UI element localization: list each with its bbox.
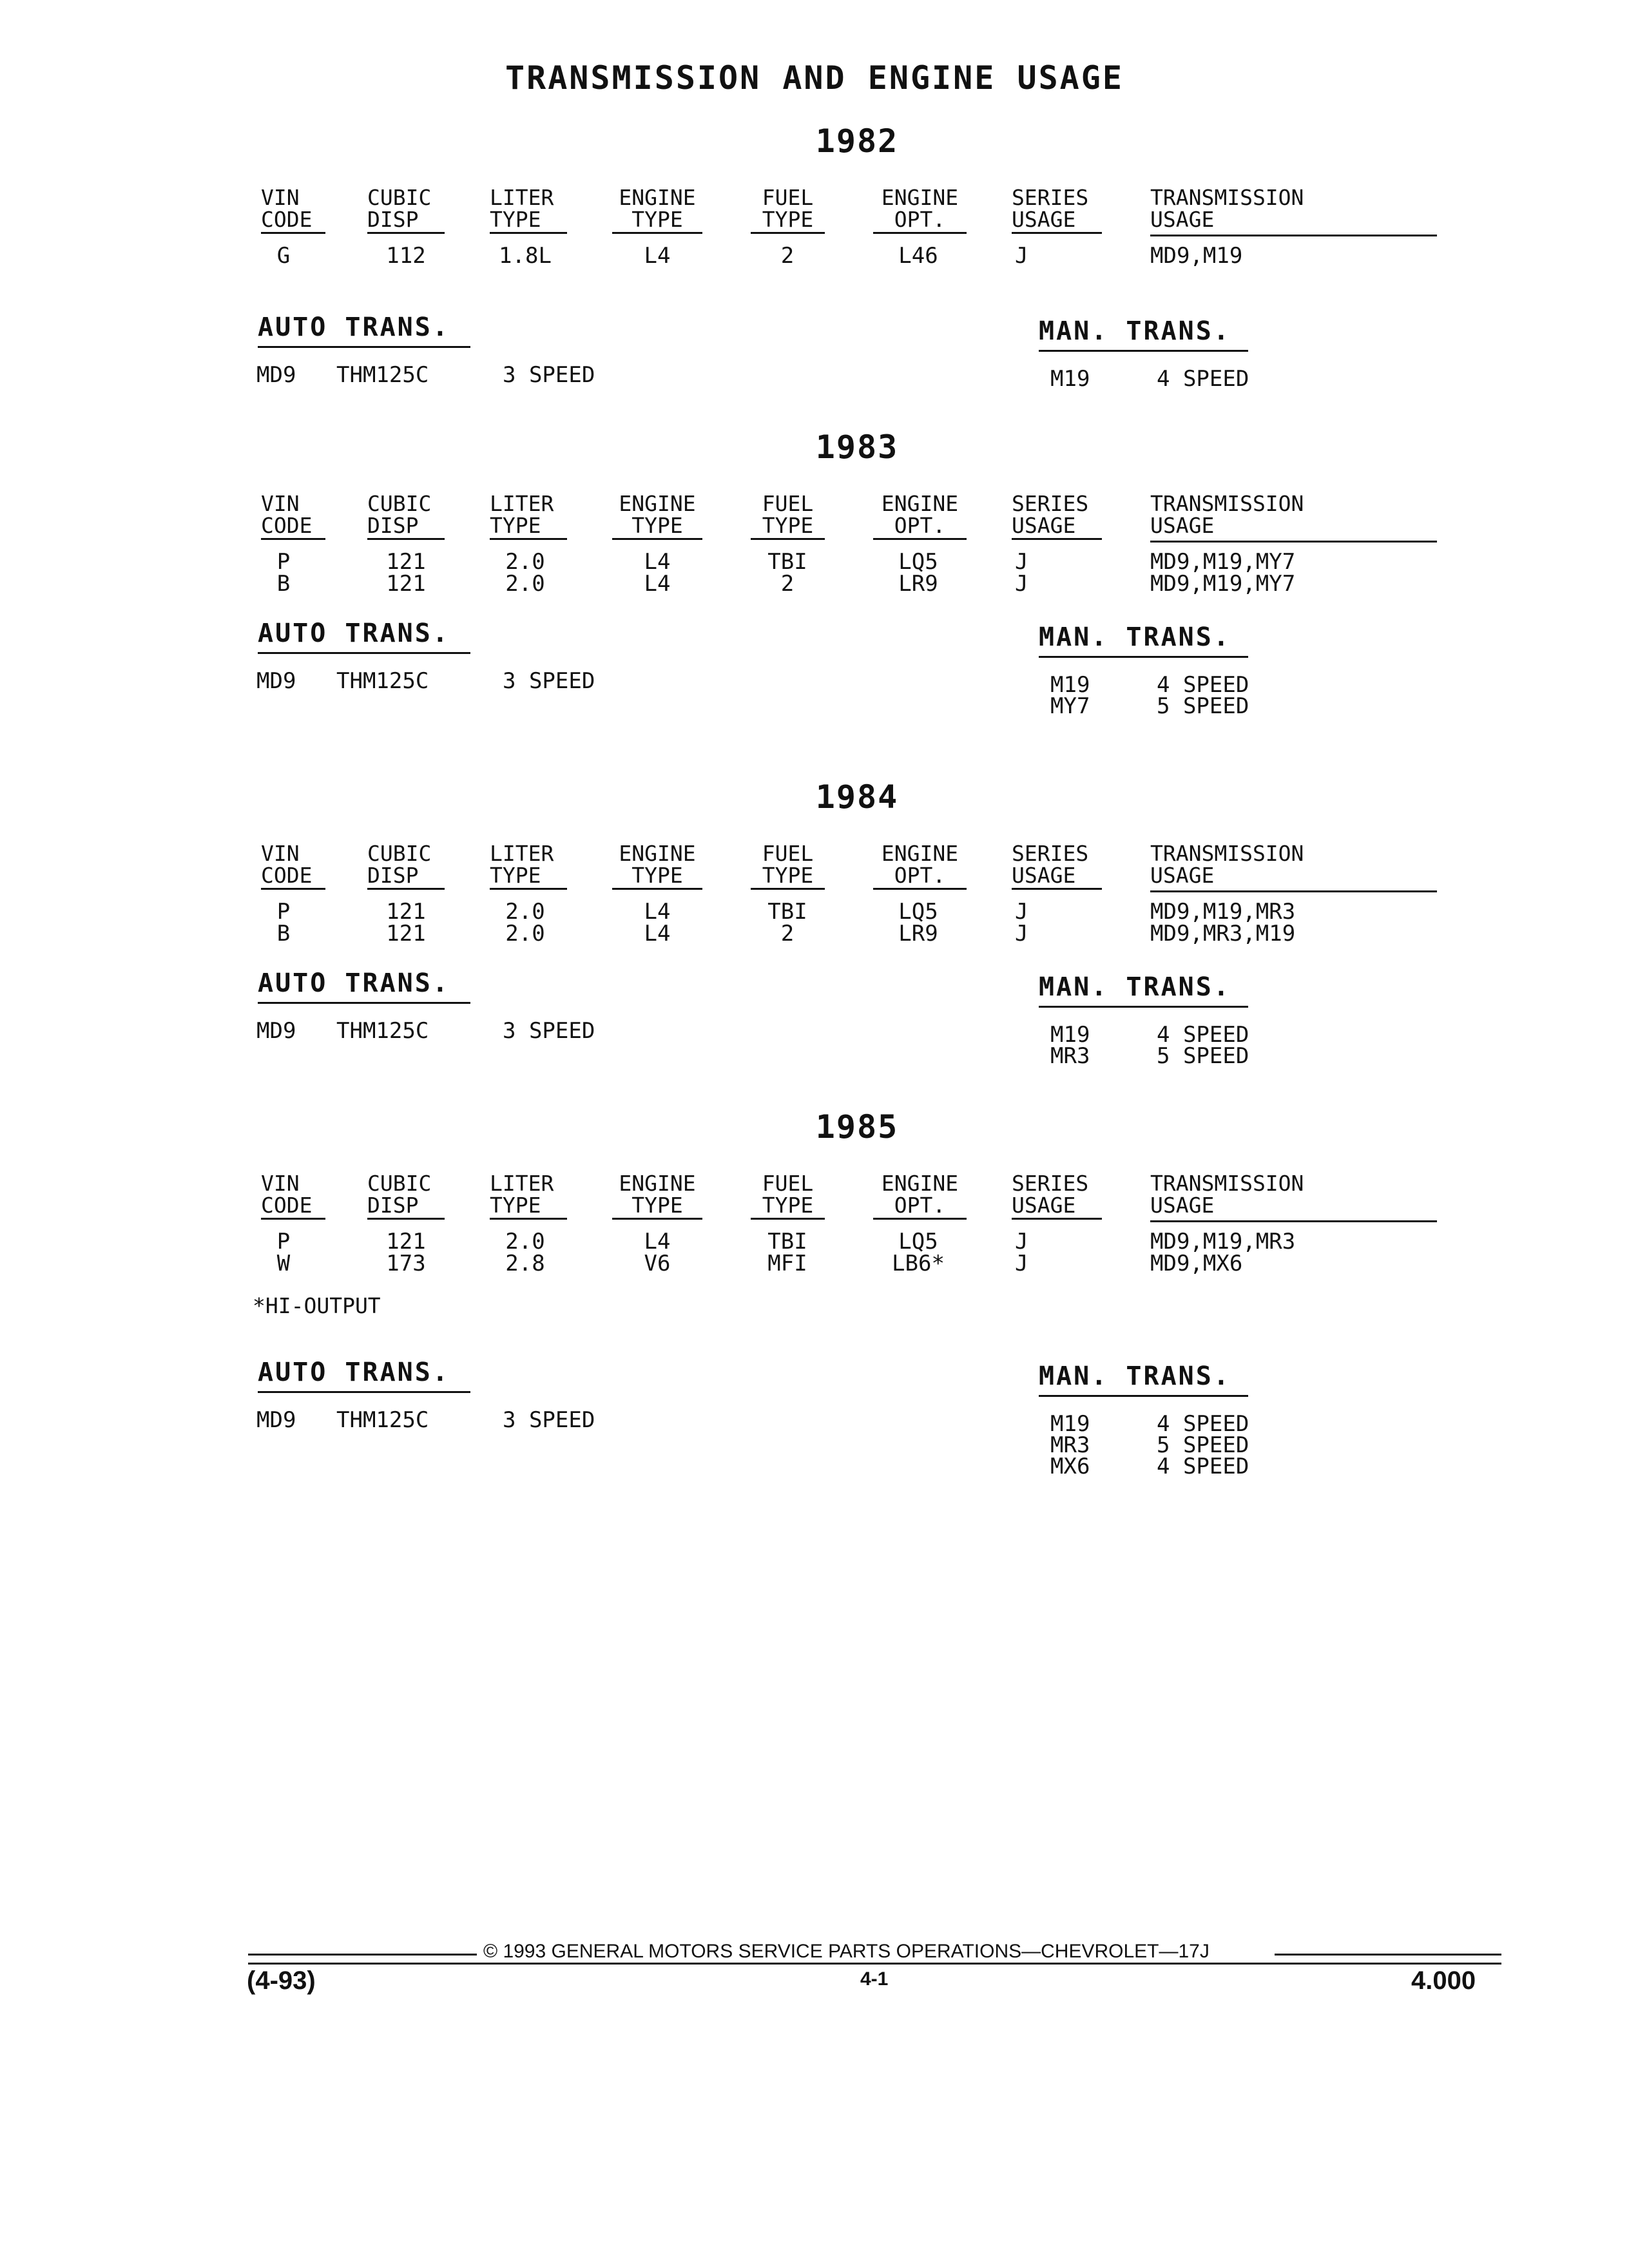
cell-liter: 2.8: [505, 1251, 545, 1276]
cell-transmission: MD9,M19: [1150, 243, 1243, 269]
column-header-line2-wrap: [873, 209, 967, 234]
column-header-line2-wrap: [490, 865, 567, 890]
column-header-line2-wrap: [1150, 865, 1434, 888]
column-header-line2: TYPE: [490, 515, 567, 540]
transmission-header-rule: [1150, 235, 1437, 236]
column-header-series: [1012, 493, 1102, 540]
column-header-line2-wrap: [367, 515, 445, 540]
cell-fuel: TBI: [767, 549, 807, 575]
column-header-fuel: [751, 187, 825, 234]
cell-engine-type: L4: [644, 921, 671, 947]
cell-liter: 2.0: [505, 549, 545, 575]
cell-engine-type: L4: [644, 899, 671, 925]
column-header-line1: LITER: [490, 185, 554, 210]
cell-fuel: 2: [780, 921, 795, 947]
column-header-fuel: [751, 493, 825, 540]
column-header-line2: USAGE: [1150, 863, 1215, 888]
cell-transmission: MD9,M19,MY7: [1150, 549, 1296, 575]
man-trans-speed: 4 SPEED: [1157, 366, 1249, 392]
column-header-line2: CODE: [261, 209, 325, 234]
column-header-line1: ENGINE: [619, 1171, 696, 1196]
year-section-1982: [0, 122, 1629, 445]
man-trans-label: MAN. TRANS.: [1039, 972, 1231, 1002]
column-header-line2: TYPE: [490, 209, 567, 234]
column-header-vin: [261, 1173, 325, 1220]
column-header-liter: [490, 187, 567, 234]
column-header-line2-wrap: [1150, 209, 1434, 232]
column-header-line2: TYPE: [751, 865, 825, 890]
column-header-line1: ENGINE: [619, 841, 696, 866]
column-header-line1: ENGINE: [619, 491, 696, 516]
man-trans-rule: [1039, 350, 1248, 352]
man-trans-code: M19: [1050, 1411, 1090, 1437]
cell-transmission: MD9,M19,MR3: [1150, 899, 1296, 925]
cell-engine-opt: L46: [898, 243, 938, 269]
cell-series: J: [1015, 921, 1028, 947]
column-header-engine-opt: [873, 187, 967, 234]
column-header-line2: USAGE: [1012, 1195, 1102, 1220]
column-header-line1: TRANSMISSION: [1150, 491, 1304, 516]
cell-engine-opt: LQ5: [898, 1229, 938, 1254]
footer-rule-left: [248, 1954, 477, 1956]
column-header-line2-wrap: [261, 1195, 325, 1220]
column-header-line1: FUEL: [762, 185, 814, 210]
column-header-line1: FUEL: [762, 491, 814, 516]
page-title: TRANSMISSION AND ENGINE USAGE: [505, 59, 1124, 97]
column-header-line2: TYPE: [751, 209, 825, 234]
cell-engine-type: L4: [644, 1229, 671, 1254]
cell-cubic: 121: [386, 1229, 426, 1254]
column-header-line2-wrap: [873, 515, 967, 540]
column-header-line2: DISP: [367, 209, 445, 234]
column-header-liter: [490, 1173, 567, 1220]
cell-engine-type: V6: [644, 1251, 671, 1276]
column-header-line2: USAGE: [1012, 865, 1102, 890]
auto-trans-code: MD9: [256, 362, 296, 388]
column-header-line1: VIN: [261, 491, 300, 516]
auto-trans-speed: 3 SPEED: [503, 1018, 595, 1044]
column-header-line1: ENGINE: [881, 185, 959, 210]
column-header-line1: ENGINE: [881, 491, 959, 516]
column-header-line2-wrap: [261, 515, 325, 540]
man-trans-label: MAN. TRANS.: [1039, 622, 1231, 652]
cell-engine-opt: LB6*: [892, 1251, 945, 1276]
man-trans-label: MAN. TRANS.: [1039, 1361, 1231, 1391]
column-header-line2: CODE: [261, 1195, 325, 1220]
column-header-line2-wrap: [1012, 209, 1102, 234]
cell-vin: W: [276, 1251, 291, 1276]
column-header-line2-wrap: [367, 1195, 445, 1220]
column-header-line1: VIN: [261, 185, 300, 210]
column-header-line2: USAGE: [1150, 207, 1215, 232]
column-header-line2-wrap: [873, 865, 967, 890]
footer-rule-lower: [248, 1963, 1501, 1965]
column-header-line1: LITER: [490, 491, 554, 516]
man-trans-speed: 4 SPEED: [1157, 1411, 1249, 1437]
auto-trans-label: AUTO TRANS.: [258, 619, 450, 648]
column-header-line2: TYPE: [490, 865, 567, 890]
column-header-line2: CODE: [261, 865, 325, 890]
man-trans-label: MAN. TRANS.: [1039, 316, 1231, 346]
column-header-line2: TYPE: [612, 1195, 702, 1220]
column-header-line1: ENGINE: [881, 1171, 959, 1196]
cell-cubic: 121: [386, 549, 426, 575]
man-trans-speed: 4 SPEED: [1157, 672, 1249, 698]
column-header-series: [1012, 1173, 1102, 1220]
cell-transmission: MD9,M19,MR3: [1150, 1229, 1296, 1254]
column-header-line2-wrap: [261, 865, 325, 890]
column-header-line2: OPT.: [873, 209, 967, 234]
column-header-vin: [261, 187, 325, 234]
cell-engine-type: L4: [644, 243, 671, 269]
column-header-line2: USAGE: [1012, 209, 1102, 234]
cell-cubic: 121: [386, 571, 426, 597]
column-header-line1: SERIES: [1012, 1171, 1089, 1196]
column-header-line2-wrap: [367, 209, 445, 234]
cell-engine-opt: LR9: [898, 921, 938, 947]
auto-trans-name: THM125C: [336, 362, 429, 388]
column-header-cubic: [367, 1173, 445, 1220]
column-header-liter: [490, 843, 567, 890]
column-header-line2-wrap: [612, 1195, 702, 1220]
column-header-engine-type: [612, 843, 702, 890]
column-header-line2: DISP: [367, 1195, 445, 1220]
cell-vin: B: [276, 921, 291, 947]
cell-liter: 2.0: [505, 921, 545, 947]
column-header-line1: VIN: [261, 1171, 300, 1196]
footer-copyright: © 1993 GENERAL MOTORS SERVICE PARTS OPERATIONS—CHEVROLET—17J: [483, 1941, 1210, 1962]
auto-trans-label: AUTO TRANS.: [258, 1358, 450, 1387]
year-section-1984: [0, 778, 1629, 1100]
column-header-line1: LITER: [490, 1171, 554, 1196]
column-header-line2-wrap: [1150, 1195, 1434, 1218]
column-header-line1: LITER: [490, 841, 554, 866]
man-trans-speed: 4 SPEED: [1157, 1454, 1249, 1479]
column-header-line2-wrap: [1012, 865, 1102, 890]
footnote: *HI-OUTPUT: [253, 1293, 381, 1318]
column-header-line2: USAGE: [1012, 515, 1102, 540]
auto-trans-code: MD9: [256, 668, 296, 694]
cell-vin: G: [276, 243, 291, 269]
auto-trans-rule: [258, 1391, 470, 1393]
column-header-transmission: [1150, 493, 1434, 538]
column-header-engine-type: [612, 493, 702, 540]
cell-liter: 2.0: [505, 1229, 545, 1254]
column-header-line1: CUBIC: [367, 491, 432, 516]
auto-trans-name: THM125C: [336, 1018, 429, 1044]
column-header-transmission: [1150, 1173, 1434, 1218]
column-header-line2-wrap: [612, 865, 702, 890]
column-header-line2: TYPE: [490, 1195, 567, 1220]
column-header-line1: FUEL: [762, 1171, 814, 1196]
cell-series: J: [1015, 899, 1028, 925]
column-header-line2-wrap: [1012, 1195, 1102, 1220]
man-trans-speed: 4 SPEED: [1157, 1022, 1249, 1048]
column-header-line2: DISP: [367, 865, 445, 890]
column-header-line1: SERIES: [1012, 491, 1089, 516]
year-heading: 1984: [815, 778, 899, 816]
column-header-line1: TRANSMISSION: [1150, 841, 1304, 866]
column-header-engine-opt: [873, 843, 967, 890]
cell-engine-type: L4: [644, 571, 671, 597]
cell-fuel: MFI: [767, 1251, 807, 1276]
column-header-line2-wrap: [751, 1195, 825, 1220]
footer-section-number: 4.000: [1411, 1966, 1476, 1995]
auto-trans-code: MD9: [256, 1407, 296, 1433]
auto-trans-label: AUTO TRANS.: [258, 968, 450, 998]
column-header-line2: OPT.: [873, 515, 967, 540]
cell-cubic: 112: [386, 243, 426, 269]
column-header-line1: SERIES: [1012, 185, 1089, 210]
column-header-line2: TYPE: [612, 865, 702, 890]
cell-vin: P: [276, 549, 291, 575]
cell-series: J: [1015, 1229, 1028, 1254]
column-header-line2-wrap: [612, 209, 702, 234]
cell-series: J: [1015, 1251, 1028, 1276]
cell-fuel: TBI: [767, 899, 807, 925]
cell-engine-opt: LR9: [898, 571, 938, 597]
column-header-line2-wrap: [612, 515, 702, 540]
man-trans-code: MR3: [1050, 1043, 1090, 1069]
footer-page-number: 4-1: [860, 1968, 889, 1990]
column-header-line2: TYPE: [612, 209, 702, 234]
column-header-line1: SERIES: [1012, 841, 1089, 866]
man-trans-code: M19: [1050, 1022, 1090, 1048]
column-header-line2: OPT.: [873, 1195, 967, 1220]
column-header-liter: [490, 493, 567, 540]
cell-fuel: TBI: [767, 1229, 807, 1254]
cell-liter: 2.0: [505, 571, 545, 597]
column-header-engine-type: [612, 1173, 702, 1220]
column-header-line1: TRANSMISSION: [1150, 1171, 1304, 1196]
column-header-line2-wrap: [261, 209, 325, 234]
column-header-cubic: [367, 843, 445, 890]
column-header-line2: CODE: [261, 515, 325, 540]
column-header-line1: CUBIC: [367, 185, 432, 210]
column-header-line2: USAGE: [1150, 513, 1215, 538]
column-header-engine-opt: [873, 1173, 967, 1220]
column-header-series: [1012, 843, 1102, 890]
man-trans-speed: 5 SPEED: [1157, 1432, 1249, 1458]
cell-cubic: 173: [386, 1251, 426, 1276]
column-header-line2-wrap: [490, 1195, 567, 1220]
auto-trans-speed: 3 SPEED: [503, 668, 595, 694]
column-header-line2: USAGE: [1150, 1193, 1215, 1218]
column-header-cubic: [367, 187, 445, 234]
man-trans-code: MY7: [1050, 693, 1090, 719]
column-header-transmission: [1150, 843, 1434, 888]
column-header-line2-wrap: [751, 515, 825, 540]
footer-rule-right: [1275, 1954, 1501, 1956]
footer-date-code: (4-93): [247, 1966, 316, 1995]
cell-series: J: [1015, 571, 1028, 597]
man-trans-rule: [1039, 1395, 1248, 1397]
column-header-line2-wrap: [873, 1195, 967, 1220]
column-header-line2-wrap: [367, 865, 445, 890]
column-header-line1: CUBIC: [367, 1171, 432, 1196]
auto-trans-name: THM125C: [336, 668, 429, 694]
auto-trans-speed: 3 SPEED: [503, 362, 595, 388]
year-heading: 1982: [815, 122, 899, 160]
cell-liter: 2.0: [505, 899, 545, 925]
column-header-line1: ENGINE: [881, 841, 959, 866]
column-header-fuel: [751, 1173, 825, 1220]
transmission-header-rule: [1150, 890, 1437, 892]
column-header-line2-wrap: [490, 515, 567, 540]
auto-trans-speed: 3 SPEED: [503, 1407, 595, 1433]
cell-fuel: 2: [780, 571, 795, 597]
column-header-line2-wrap: [1150, 515, 1434, 538]
cell-series: J: [1015, 549, 1028, 575]
auto-trans-rule: [258, 346, 470, 348]
cell-engine-opt: LQ5: [898, 549, 938, 575]
man-trans-speed: 5 SPEED: [1157, 693, 1249, 719]
year-section-1983: [0, 428, 1629, 751]
auto-trans-code: MD9: [256, 1018, 296, 1044]
man-trans-code: MR3: [1050, 1432, 1090, 1458]
column-header-line2: TYPE: [612, 515, 702, 540]
column-header-line2: TYPE: [751, 515, 825, 540]
auto-trans-name: THM125C: [336, 1407, 429, 1433]
cell-liter: 1.8L: [499, 243, 552, 269]
column-header-vin: [261, 493, 325, 540]
column-header-line2: DISP: [367, 515, 445, 540]
cell-vin: P: [276, 899, 291, 925]
cell-vin: P: [276, 1229, 291, 1254]
column-header-engine-opt: [873, 493, 967, 540]
man-trans-code: M19: [1050, 366, 1090, 392]
transmission-header-rule: [1150, 541, 1437, 543]
man-trans-rule: [1039, 1006, 1248, 1008]
column-header-vin: [261, 843, 325, 890]
transmission-header-rule: [1150, 1220, 1437, 1222]
cell-transmission: MD9,M19,MY7: [1150, 571, 1296, 597]
column-header-series: [1012, 187, 1102, 234]
cell-cubic: 121: [386, 899, 426, 925]
column-header-line2-wrap: [1012, 515, 1102, 540]
column-header-line2: OPT.: [873, 865, 967, 890]
auto-trans-rule: [258, 1002, 470, 1004]
man-trans-rule: [1039, 656, 1248, 658]
column-header-transmission: [1150, 187, 1434, 232]
cell-vin: B: [276, 571, 291, 597]
column-header-line1: FUEL: [762, 841, 814, 866]
cell-engine-type: L4: [644, 549, 671, 575]
column-header-line2: TYPE: [751, 1195, 825, 1220]
cell-engine-opt: LQ5: [898, 899, 938, 925]
cell-series: J: [1015, 243, 1028, 269]
man-trans-code: MX6: [1050, 1454, 1090, 1479]
year-section-1985: [0, 1108, 1629, 1479]
column-header-engine-type: [612, 187, 702, 234]
year-heading: 1983: [815, 428, 899, 466]
man-trans-code: M19: [1050, 672, 1090, 698]
column-header-line2-wrap: [490, 209, 567, 234]
column-header-line1: ENGINE: [619, 185, 696, 210]
column-header-cubic: [367, 493, 445, 540]
column-header-line2-wrap: [751, 209, 825, 234]
cell-transmission: MD9,MR3,M19: [1150, 921, 1296, 947]
column-header-line1: TRANSMISSION: [1150, 185, 1304, 210]
column-header-line1: CUBIC: [367, 841, 432, 866]
cell-fuel: 2: [780, 243, 795, 269]
auto-trans-label: AUTO TRANS.: [258, 312, 450, 342]
year-heading: 1985: [815, 1108, 899, 1146]
cell-transmission: MD9,MX6: [1150, 1251, 1243, 1276]
man-trans-speed: 5 SPEED: [1157, 1043, 1249, 1069]
cell-cubic: 121: [386, 921, 426, 947]
column-header-fuel: [751, 843, 825, 890]
auto-trans-rule: [258, 652, 470, 654]
column-header-line2-wrap: [751, 865, 825, 890]
column-header-line1: VIN: [261, 841, 300, 866]
